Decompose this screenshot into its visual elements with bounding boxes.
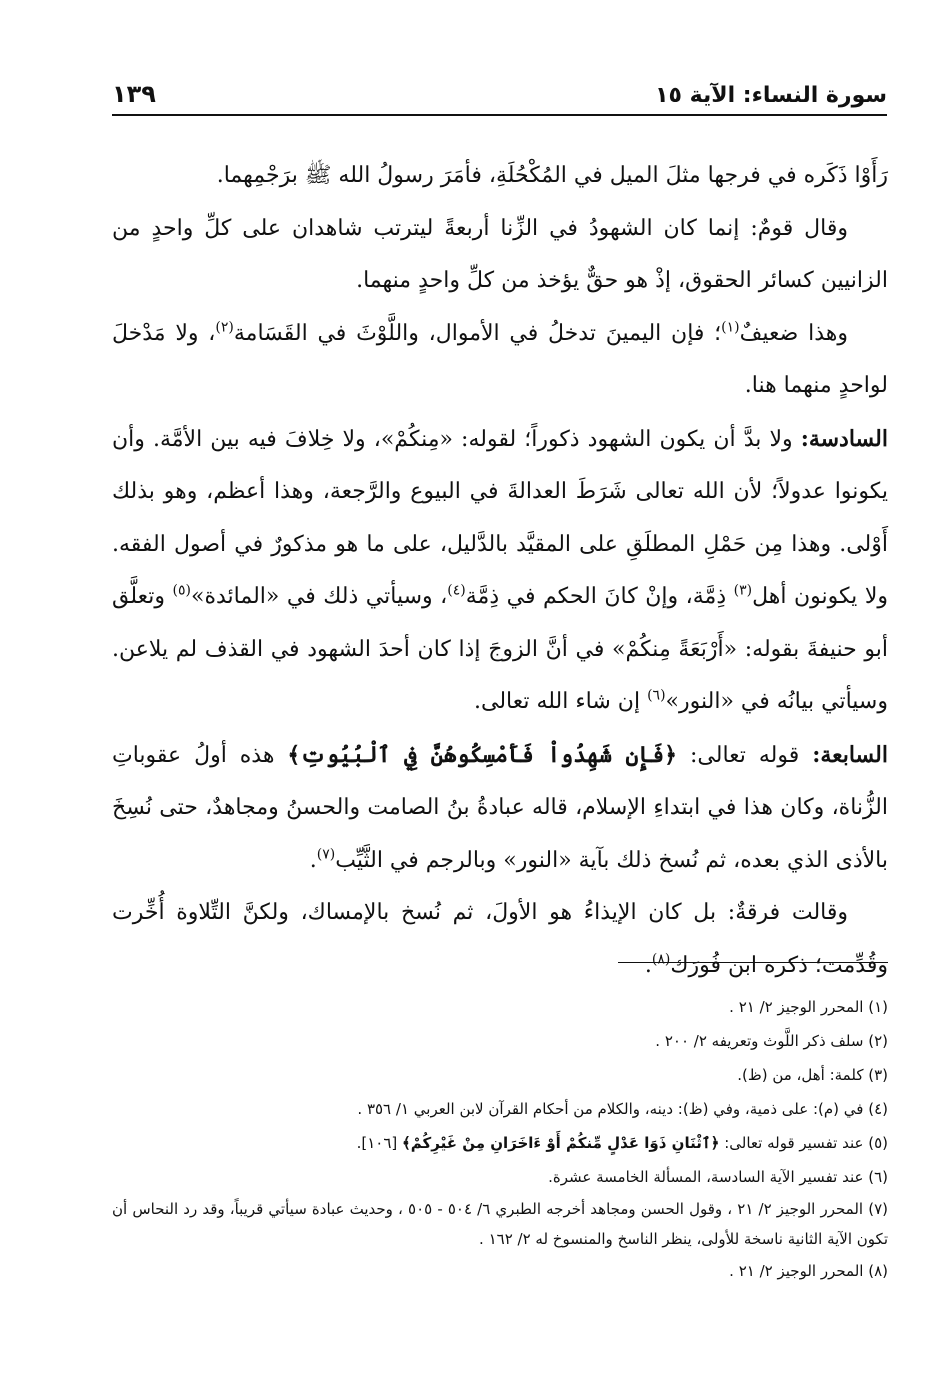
paragraph-3 bbox=[112, 308, 888, 413]
footnote-ref-5: (٥) bbox=[172, 582, 191, 599]
paragraph-4 bbox=[112, 413, 888, 729]
paragraph-3-text-b: ؛ فإن اليمينَ تدخلُ في الأموال، واللَّوْثَ في القَسَامة bbox=[233, 320, 722, 346]
paragraph-5-text-c: . bbox=[309, 847, 317, 873]
paragraph-4-text-d: وتعلَّق أبو حنيفةَ بقوله: «أَرْبَعَةً مِنكُمْ» في أنَّ الزوجَ إذا كان أحدَ الشهود في القذف لم يلاعن. وسيأتي بيانُه في «النور» bbox=[112, 584, 888, 714]
footnote-ref-1: (١) bbox=[721, 319, 740, 336]
paragraph-3-text-a: وهذا ضعيفٌ bbox=[739, 320, 848, 346]
footnote-ref-6: (٦) bbox=[647, 687, 666, 704]
footnote-6: (٦) عند تفسير الآية السادسة، المسألة الخامسة عشرة. bbox=[548, 1168, 888, 1186]
paragraph-4-text-b: ذِمَّة، وإنْ كانَ الحكم في ذِمَّة bbox=[465, 584, 734, 609]
footnote-2: (٢) سلف ذكر اللَّوث وتعريفه ٢/ ٢٠٠ . bbox=[655, 1032, 888, 1050]
quran-verse: ﴿فَإِن شَهِدُواْ فَأَمْسِكُوهُنَّ فِي ٱلْبُيُوتِ﴾ bbox=[287, 741, 678, 768]
footnote-5 bbox=[112, 1126, 888, 1160]
paragraph-5-text-a: قوله تعالى: bbox=[677, 742, 813, 768]
footnote-8: (٨) المحرر الوجيز ٢/ ٢١ . bbox=[729, 1262, 888, 1280]
paragraph-5 bbox=[112, 729, 888, 888]
footnote-5-text-a: (٥) عند تفسير قوله تعالى: bbox=[719, 1134, 888, 1152]
footnote-ref-7: (٧) bbox=[316, 846, 336, 863]
footnote-5-quran: ﴿ٱثْنَانِ ذَوَا عَدْلٍ مِّنكُمْ أَوْ ءَاخَرَانِ مِنْ غَيْرِكُمْ﴾ bbox=[402, 1134, 720, 1152]
paragraph-5-text-b: هذه أولُ عقوباتِ الزُّناة، وكان هذا في ابتداءِ الإسلام، قاله عبادةُ بنُ الصامت والحسنُ ومجاهدٌ، حتى نُسِخَ بالأذى الذي بعده، ثم نُسخ ذلك بآية «النور» وبالرجم في الثَّيِّب bbox=[112, 742, 888, 873]
footnote-1: (١) المحرر الوجيز ٢/ ٢١ . bbox=[729, 998, 888, 1016]
footnotes bbox=[112, 990, 888, 1288]
page-number: ١٣٩ bbox=[112, 80, 156, 108]
footnote-5-text-b: [١٠٦]. bbox=[356, 1134, 402, 1152]
paragraph-6 bbox=[112, 887, 888, 992]
issue-heading-seventh: السابعة: bbox=[812, 741, 888, 768]
footnote-4: (٤) في (م): على ذمية، وفي (ظ): دينه، والكلام من أحكام القرآن لابن العربي ١/ ٣٥٦ . bbox=[357, 1100, 888, 1118]
footnote-ref-3: (٣) bbox=[733, 582, 753, 599]
footnote-7: (٧) المحرر الوجيز ٢/ ٢١ ، وقول الحسن ومجاهد أخرجه الطبري ٦/ ٥٠٤ - ٥٠٥ ، وحديث عبادة سيأتي قريباً، وقد رد النحاس أن تكون الآية الثانية ناسخة للأولى، ينظر الناسخ والمنسوخ له ٢/ ١٦٢ . bbox=[112, 1200, 888, 1248]
paragraph-6-text-a: وقالت فرقةٌ: بل كان الإيذاءُ هو الأولَ، ثم نُسخ بالإمساك، ولكنَّ التِّلاوة أُخِّرت وقُدِّمت؛ ذكره ابن فُورَك bbox=[112, 900, 888, 978]
page-header bbox=[112, 72, 887, 116]
footnote-ref-2: (٢) bbox=[215, 319, 234, 336]
footnote-3: (٣) كلمة: أهل، من (ظ). bbox=[737, 1066, 888, 1084]
paragraph-3-text-c: ، ولا مَدْخلَ لواحدٍ منهما هنا. bbox=[112, 320, 888, 398]
main-text bbox=[112, 150, 888, 992]
footnote-separator bbox=[618, 962, 888, 963]
paragraph-4-text-e: إن شاء الله تعالى. bbox=[473, 689, 648, 714]
paragraph-2: وقال قومٌ: إنما كان الشهودُ في الزِّنا أربعةً ليترتب شاهدان على كلِّ واحدٍ من الزانيين كسائر الحقوق، إذْ هو حقٌّ يؤخذ من كلِّ واحدٍ منهما. bbox=[112, 215, 888, 293]
paragraph-1: رَأَوْا ذَكَره في فرجها مثلَ الميل في المُكْحُلَةِ، فأمَرَ رسولُ الله ﷺ برَجْمِهما. bbox=[216, 163, 888, 188]
running-title: سورة النساء: الآية ١٥ bbox=[655, 83, 887, 108]
footnote-ref-4: (٤) bbox=[447, 582, 466, 599]
footnote-ref-8: (٨) bbox=[651, 951, 671, 968]
paragraph-4-text-a: ولا بدَّ أن يكون الشهود ذكوراً؛ لقوله: «مِنكُمْ»، ولا خِلافَ فيه بين الأمَّة. وأن يكونوا عدولاً؛ لأن الله تعالى شَرَطَ العدالةَ في البيوع والرَّجعة، وهذا أعظم، وهو بذلك أَوْلى. وهذا مِن حَمْلِ المطلَقِ على المقيَّد بالدَّليل، على ما هو مذكورٌ في أصول الفقه. ولا يكونون أهل bbox=[112, 426, 888, 609]
issue-heading-sixth: السادسة: bbox=[800, 425, 888, 452]
paragraph-6-text-b: . bbox=[644, 952, 652, 978]
paragraph-4-text-c: ، وسيأتي ذلك في «المائدة» bbox=[190, 584, 448, 609]
